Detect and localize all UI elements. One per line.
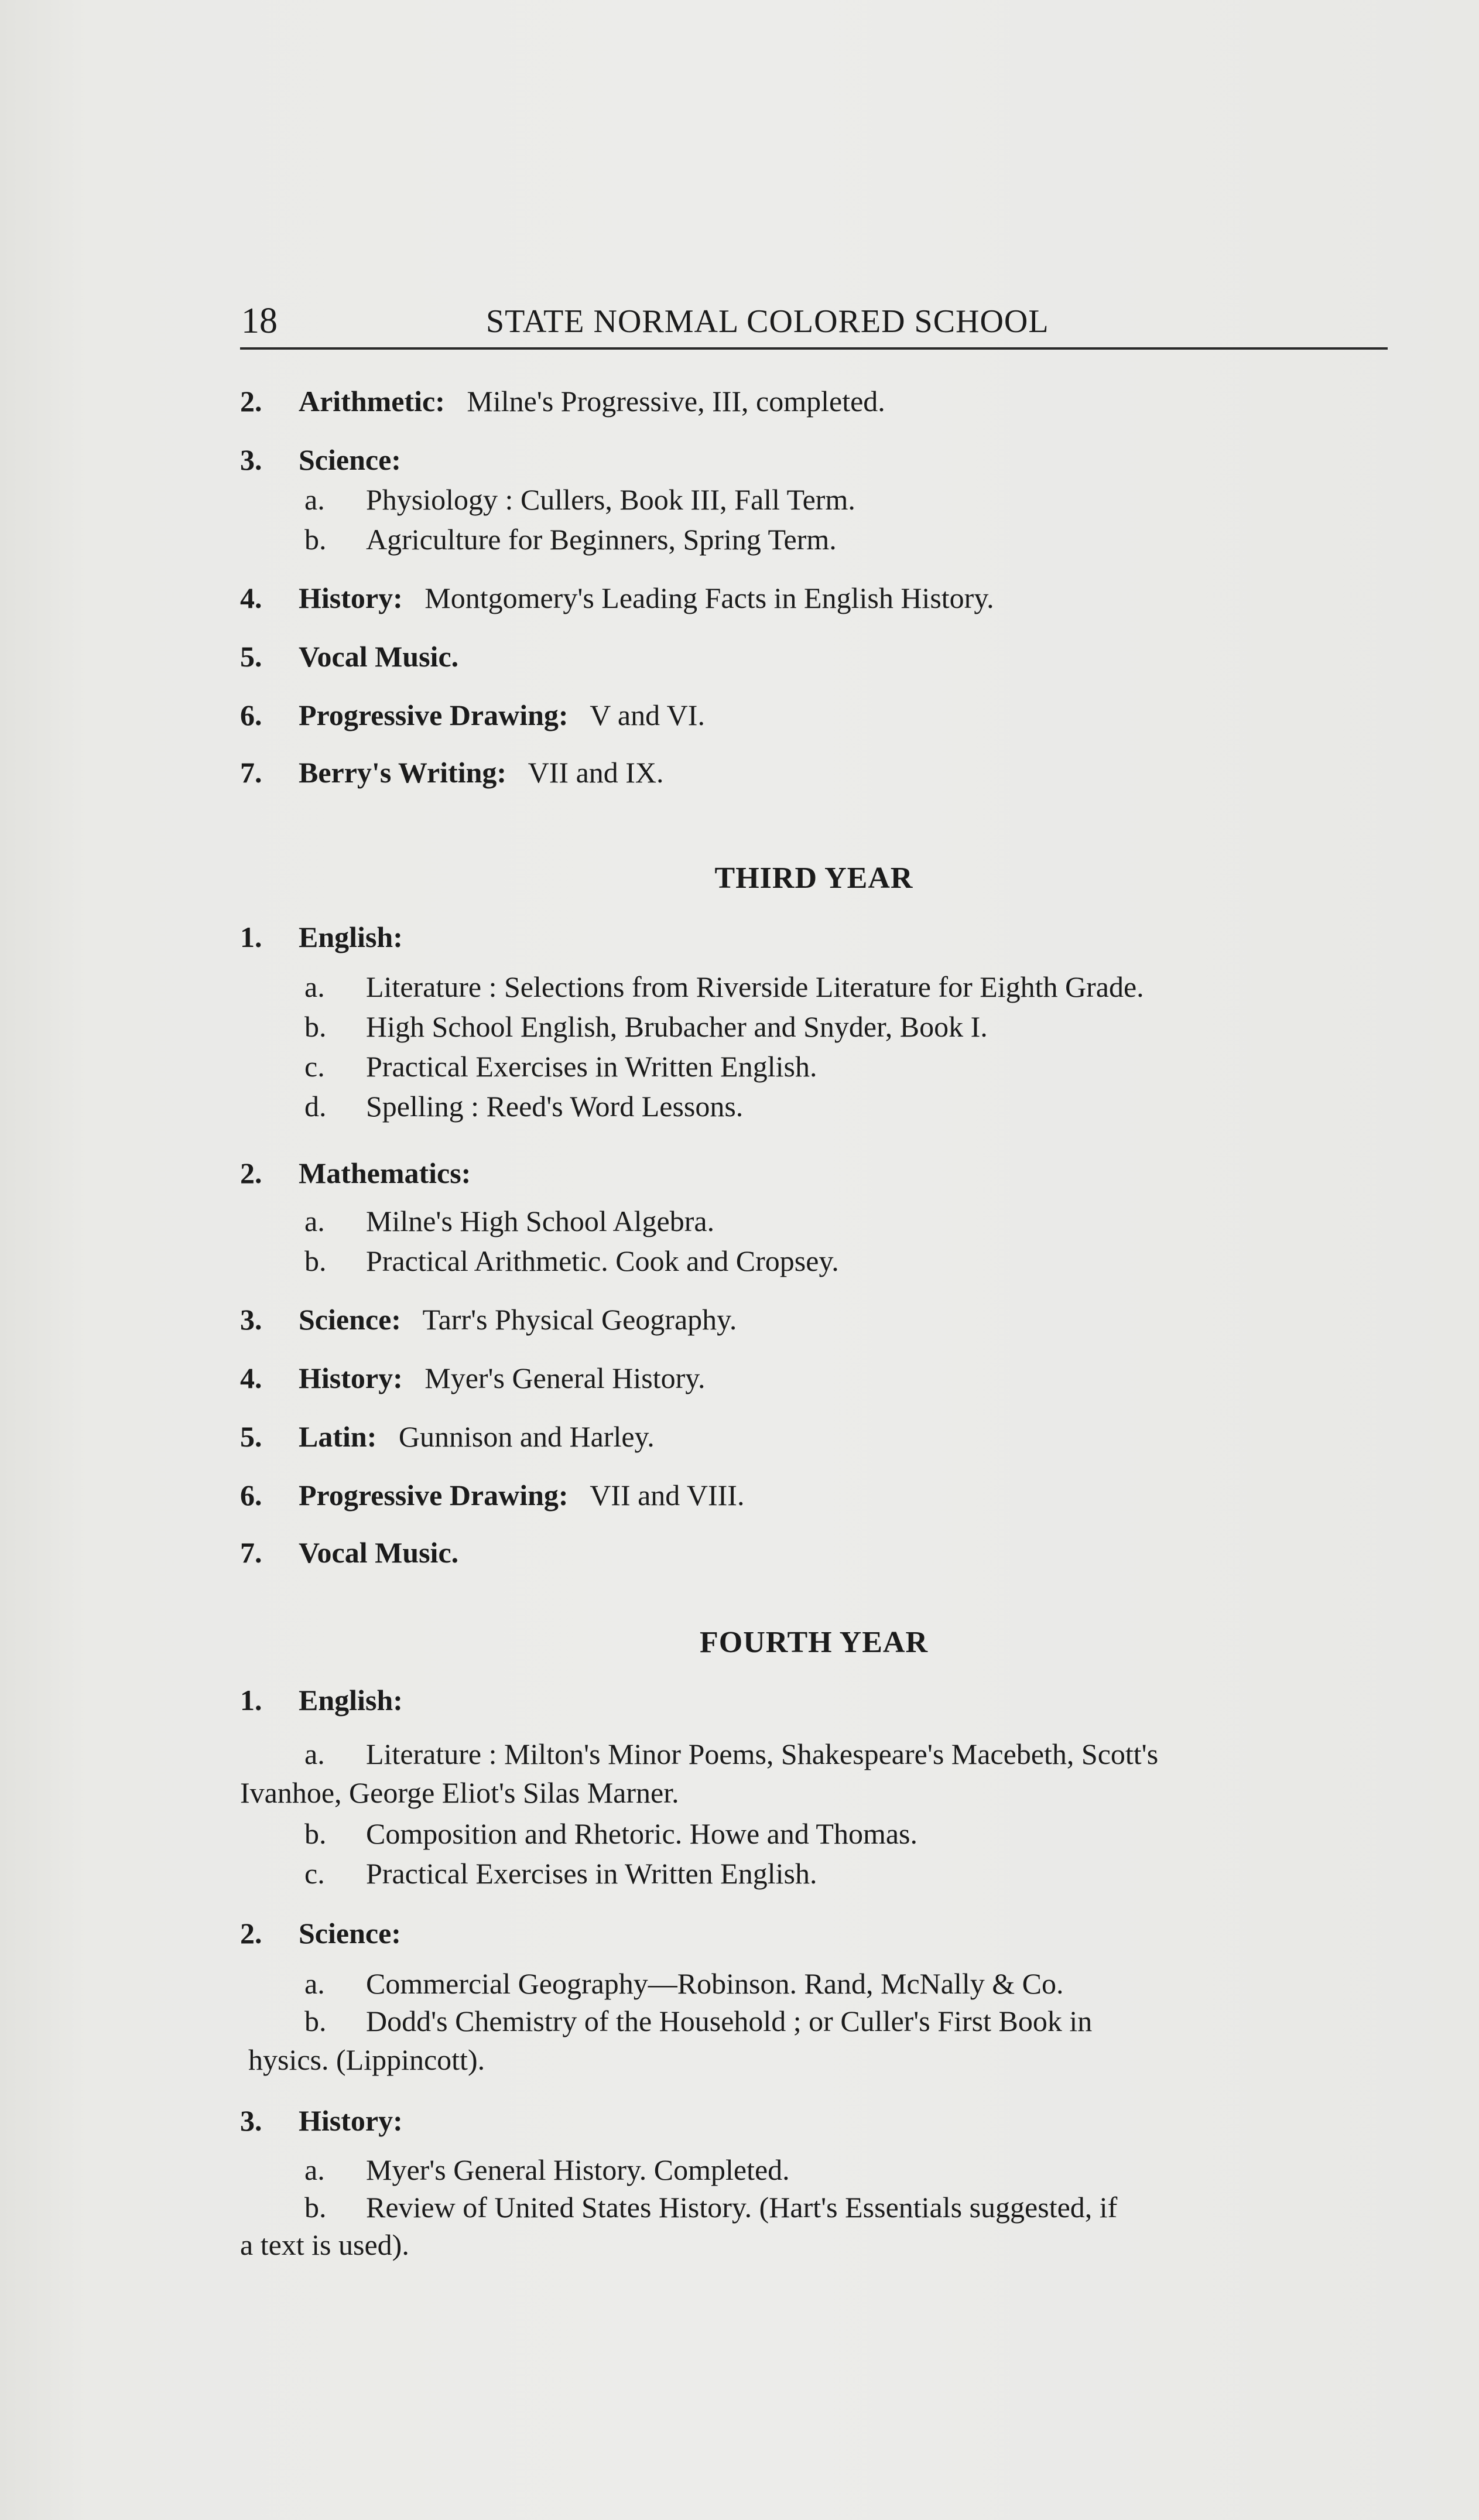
subject: Latin:	[299, 1420, 377, 1453]
subject: Mathematics:	[299, 1157, 471, 1189]
sub-item: b. Dodd's Chemistry of the Household ; or Culler's First Book in	[304, 2005, 1093, 2037]
sub-item: b. Composition and Rhetoric. Howe and Thomas.	[304, 1817, 918, 1850]
subject: Berry's Writing:	[299, 756, 507, 789]
sub-item: a. Literature : Milton's Minor Poems, Shakespeare's Macebeth, Scott's	[304, 1738, 1159, 1770]
sub-item: c. Practical Exercises in Written English.	[304, 1857, 817, 1890]
subject: Vocal Music.	[299, 640, 459, 673]
list-item: 1. English:	[240, 921, 403, 953]
list-item: 4. History: Myer's General History.	[240, 1362, 706, 1394]
subject: History:	[299, 1362, 403, 1394]
subject: Progressive Drawing:	[299, 1479, 569, 1512]
page-header	[240, 296, 1388, 348]
sub-item: d. Spelling : Reed's Word Lessons.	[304, 1090, 744, 1123]
list-item: 2. Science:	[240, 1917, 401, 1950]
list-item: 5. Latin: Gunnison and Harley.	[240, 1420, 655, 1453]
list-item: 7. Berry's Writing: VII and IX.	[240, 756, 664, 789]
sub-item: a. Literature : Selections from Riverside Literature for Eighth Grade.	[304, 970, 1144, 1003]
sub-item: b. High School English, Brubacher and Snyder, Book I.	[304, 1010, 988, 1043]
subject: Arithmetic:	[299, 385, 445, 418]
list-item: 6. Progressive Drawing: VII and VIII.	[240, 1479, 745, 1512]
subject: Science:	[299, 1917, 401, 1950]
subject: Science:	[299, 443, 401, 476]
sub-item: b. Review of United States History. (Hart's Essentials suggested, if	[304, 2191, 1118, 2224]
list-item: 3. History:	[240, 2104, 403, 2137]
subject: Vocal Music.	[299, 1536, 459, 1569]
list-item: 2. Mathematics:	[240, 1157, 471, 1189]
list-item: 6. Progressive Drawing: V and VI.	[240, 699, 705, 731]
sub-item: c. Practical Exercises in Written English.	[304, 1050, 817, 1083]
sub-item: a. Commercial Geography—Robinson. Rand, McNally & Co.	[304, 1967, 1064, 2000]
sub-item: b. Practical Arithmetic. Cook and Cropsey.	[304, 1244, 839, 1277]
list-item: 3. Science:	[240, 443, 401, 476]
sub-item-continuation: a text is used).	[240, 2228, 409, 2261]
sub-item-continuation: Ivanhoe, George Eliot's Silas Marner.	[240, 1776, 679, 1809]
list-item: 1. English:	[240, 1684, 403, 1717]
running-head: STATE NORMAL COLORED SCHOOL	[486, 303, 1049, 340]
section-heading-fourth-year: FOURTH YEAR	[699, 1626, 929, 1659]
sub-item: b. Agriculture for Beginners, Spring Term.	[304, 523, 837, 556]
subject: History:	[299, 582, 403, 614]
list-item: 3. Science: Tarr's Physical Geography.	[240, 1303, 737, 1336]
section-heading-third-year: THIRD YEAR	[714, 861, 913, 895]
sub-item-continuation: hysics. (Lippincott).	[248, 2043, 485, 2076]
header-rule	[240, 347, 1388, 350]
sub-item: a. Milne's High School Algebra.	[304, 1205, 715, 1237]
list-item: 5. Vocal Music.	[240, 640, 459, 673]
sub-item: a. Myer's General History. Completed.	[304, 2153, 790, 2186]
list-item: 7. Vocal Music.	[240, 1536, 459, 1569]
subject: Progressive Drawing:	[299, 699, 569, 731]
subject: Science:	[299, 1303, 401, 1336]
subject: English:	[299, 921, 403, 953]
page-number: 18	[241, 301, 278, 341]
subject: English:	[299, 1684, 403, 1717]
list-item: 4. History: Montgomery's Leading Facts in English History.	[240, 582, 994, 614]
sub-item: a. Physiology : Cullers, Book III, Fall Term.	[304, 483, 855, 516]
subject: History:	[299, 2104, 403, 2137]
list-item: 2. Arithmetic: Milne's Progressive, III, completed.	[240, 385, 885, 418]
